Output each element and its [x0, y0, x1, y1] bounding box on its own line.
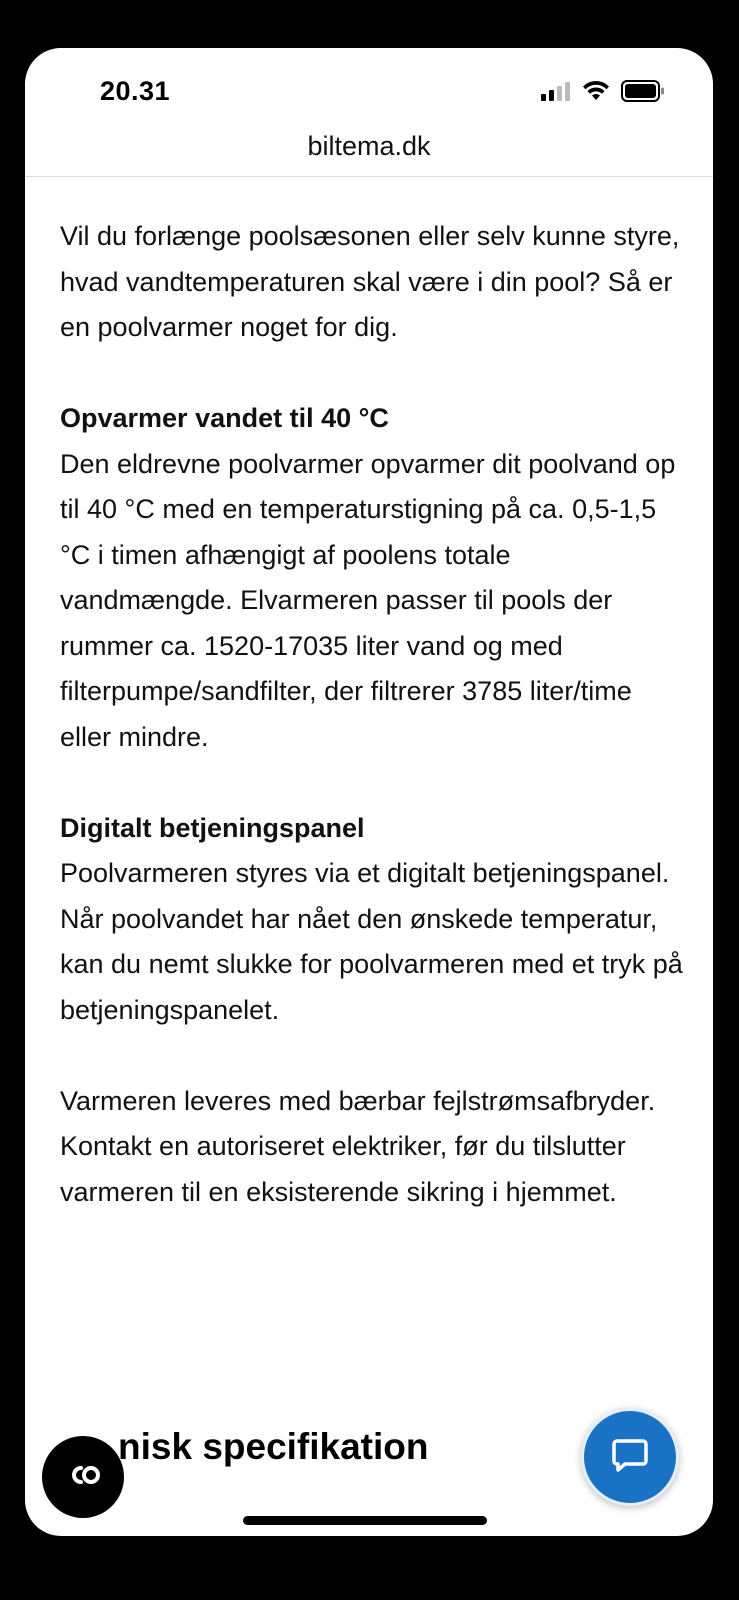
cookie-consent-button[interactable]: [42, 1436, 124, 1518]
chat-bubble-icon: [608, 1433, 652, 1482]
chat-button[interactable]: [581, 1408, 679, 1506]
status-time: 20.31: [100, 76, 171, 106]
status-icons: [541, 80, 665, 107]
intro-paragraph: Vil du forlænge poolsæsonen eller selv kunne styre, hvad vandtemperaturen skal være i din pool? Så er en poolvarmer noget for dig.: [60, 221, 680, 342]
status-bar: [25, 48, 713, 128]
home-indicator[interactable]: [243, 1516, 487, 1525]
section-body: Den eldrevne poolvarmer opvarmer dit poolvand op til 40 °C med en temperaturstigning på ca. 0,5-1,5 °C i timen afhængigt af poolens totale vandmængde. Elvarmeren passer til pools der rummer ca. 1520-17035 liter vand og med filterpumpe/sandfilter, der filtrerer 3785 liter/time eller mindre.: [60, 448, 676, 752]
section-heading: Digitalt betjeningspanel: [60, 812, 365, 843]
address-bar[interactable]: [25, 126, 713, 166]
phone-screen: [25, 48, 713, 1536]
cookie-consent-icon: [61, 1463, 105, 1492]
technical-specification-heading: nisk specifikation: [118, 1426, 429, 1467]
product-description: [60, 214, 685, 1261]
section-heading: Opvarmer vandet til 40 °C: [60, 403, 389, 433]
section-body: Poolvarmeren styres via et digitalt betjeningspanel. Når poolvandet har nået den ønskede temperatur, kan du nemt slukke for poolvarmeren med et tryk på betjeningspanelet.: [60, 858, 683, 1025]
section-control-panel: [60, 806, 685, 1034]
closing-paragraph: Varmeren leveres med bærbar fejlstrømsafbryder. Kontakt en autoriseret elektriker, før du tilslutter varmeren til en eksisterende sikring i hjemmet.: [60, 1085, 656, 1207]
header-divider: [25, 176, 713, 177]
url-text[interactable]: biltema.dk: [307, 131, 431, 161]
section-heating: [60, 396, 685, 760]
cellular-signal-icon: [541, 81, 571, 106]
wifi-icon: [581, 80, 611, 107]
battery-icon: [621, 80, 665, 107]
